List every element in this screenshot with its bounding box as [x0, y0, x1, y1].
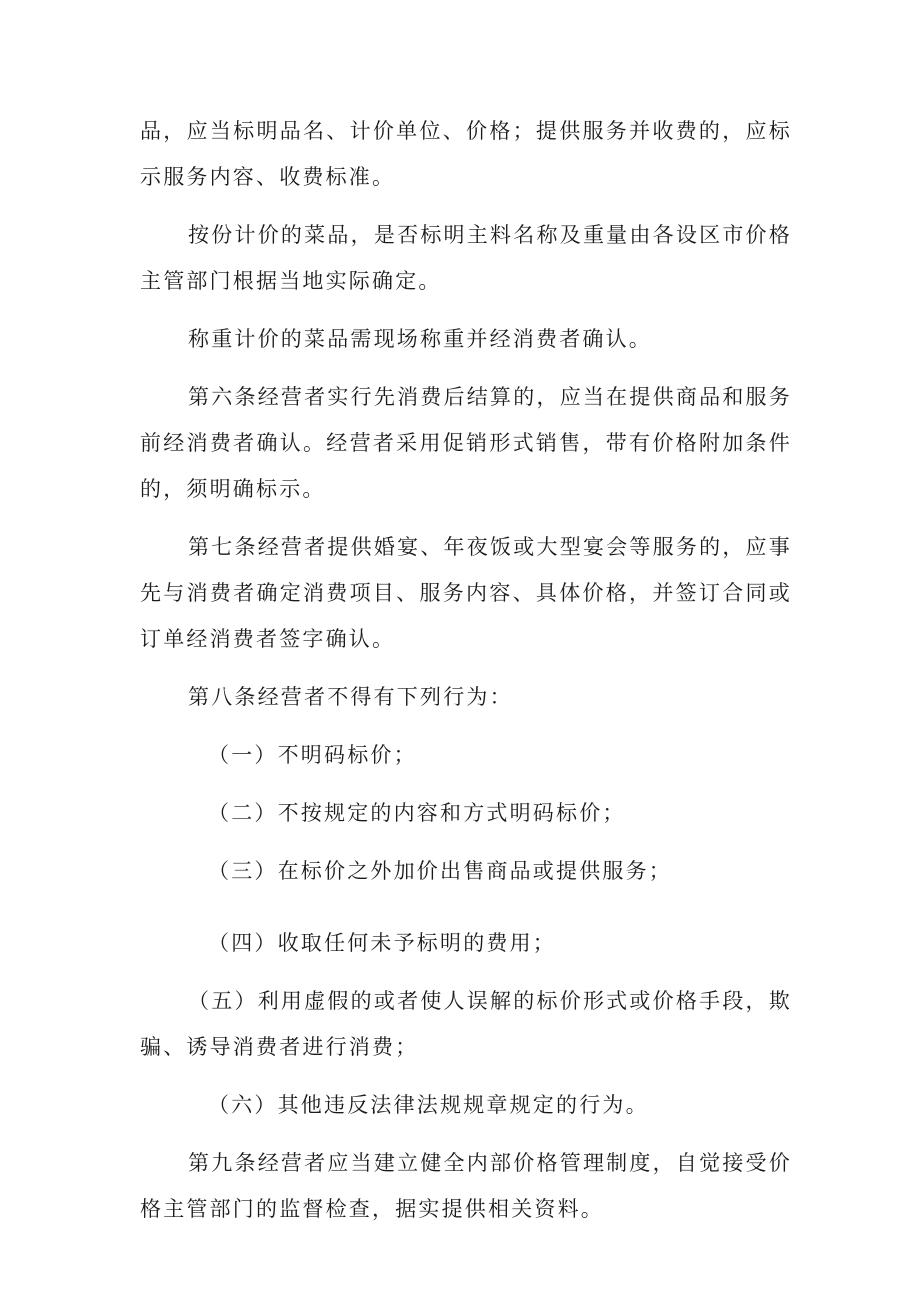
- article-8-item-2: （二）不按规定的内容和方式明码标价；: [208, 801, 626, 825]
- article-8: 第八条经营者不得有下列行为：: [188, 685, 513, 709]
- article-9: 第九条经营者应当建立健全内部价格管理制度，自觉接受价格主管部门的监督检查，据实提供相关资料。: [140, 1151, 792, 1221]
- article-8-item-5: （五）利用虚假的或者使人误解的标价形式或价格手段，欺骗、诱导消费者进行消费；: [140, 989, 792, 1059]
- paragraph-weight-pricing: 称重计价的菜品需现场称重并经消费者确认。: [188, 327, 652, 351]
- article-8-item-3: （三）在标价之外加价出售商品或提供服务；: [208, 859, 672, 883]
- paragraph-portion-pricing: 按份计价的菜品，是否标明主料名称及重量由各设区市价格主管部门根据当地实际确定。: [140, 223, 792, 293]
- paragraph-continued-item: 品，应当标明品名、计价单位、价格；提供服务并收费的，应标示服务内容、收费标准。: [140, 119, 792, 189]
- document-body: [140, 108, 792, 1244]
- article-6: 第六条经营者实行先消费后结算的，应当在提供商品和服务前经消费者确认。经营者采用促销形式销售，带有价格附加条件的，须明确标示。: [140, 385, 792, 501]
- article-8-item-6: （六）其他违反法律法规规章规定的行为。: [208, 1093, 649, 1117]
- article-8-item-4: （四）收取任何未予标明的费用；: [208, 931, 556, 955]
- article-7: 第七条经营者提供婚宴、年夜饭或大型宴会等服务的，应事先与消费者确定消费项目、服务内容、具体价格，并签订合同或订单经消费者签字确认。: [140, 535, 792, 651]
- article-8-item-1: （一）不明码标价；: [208, 743, 417, 767]
